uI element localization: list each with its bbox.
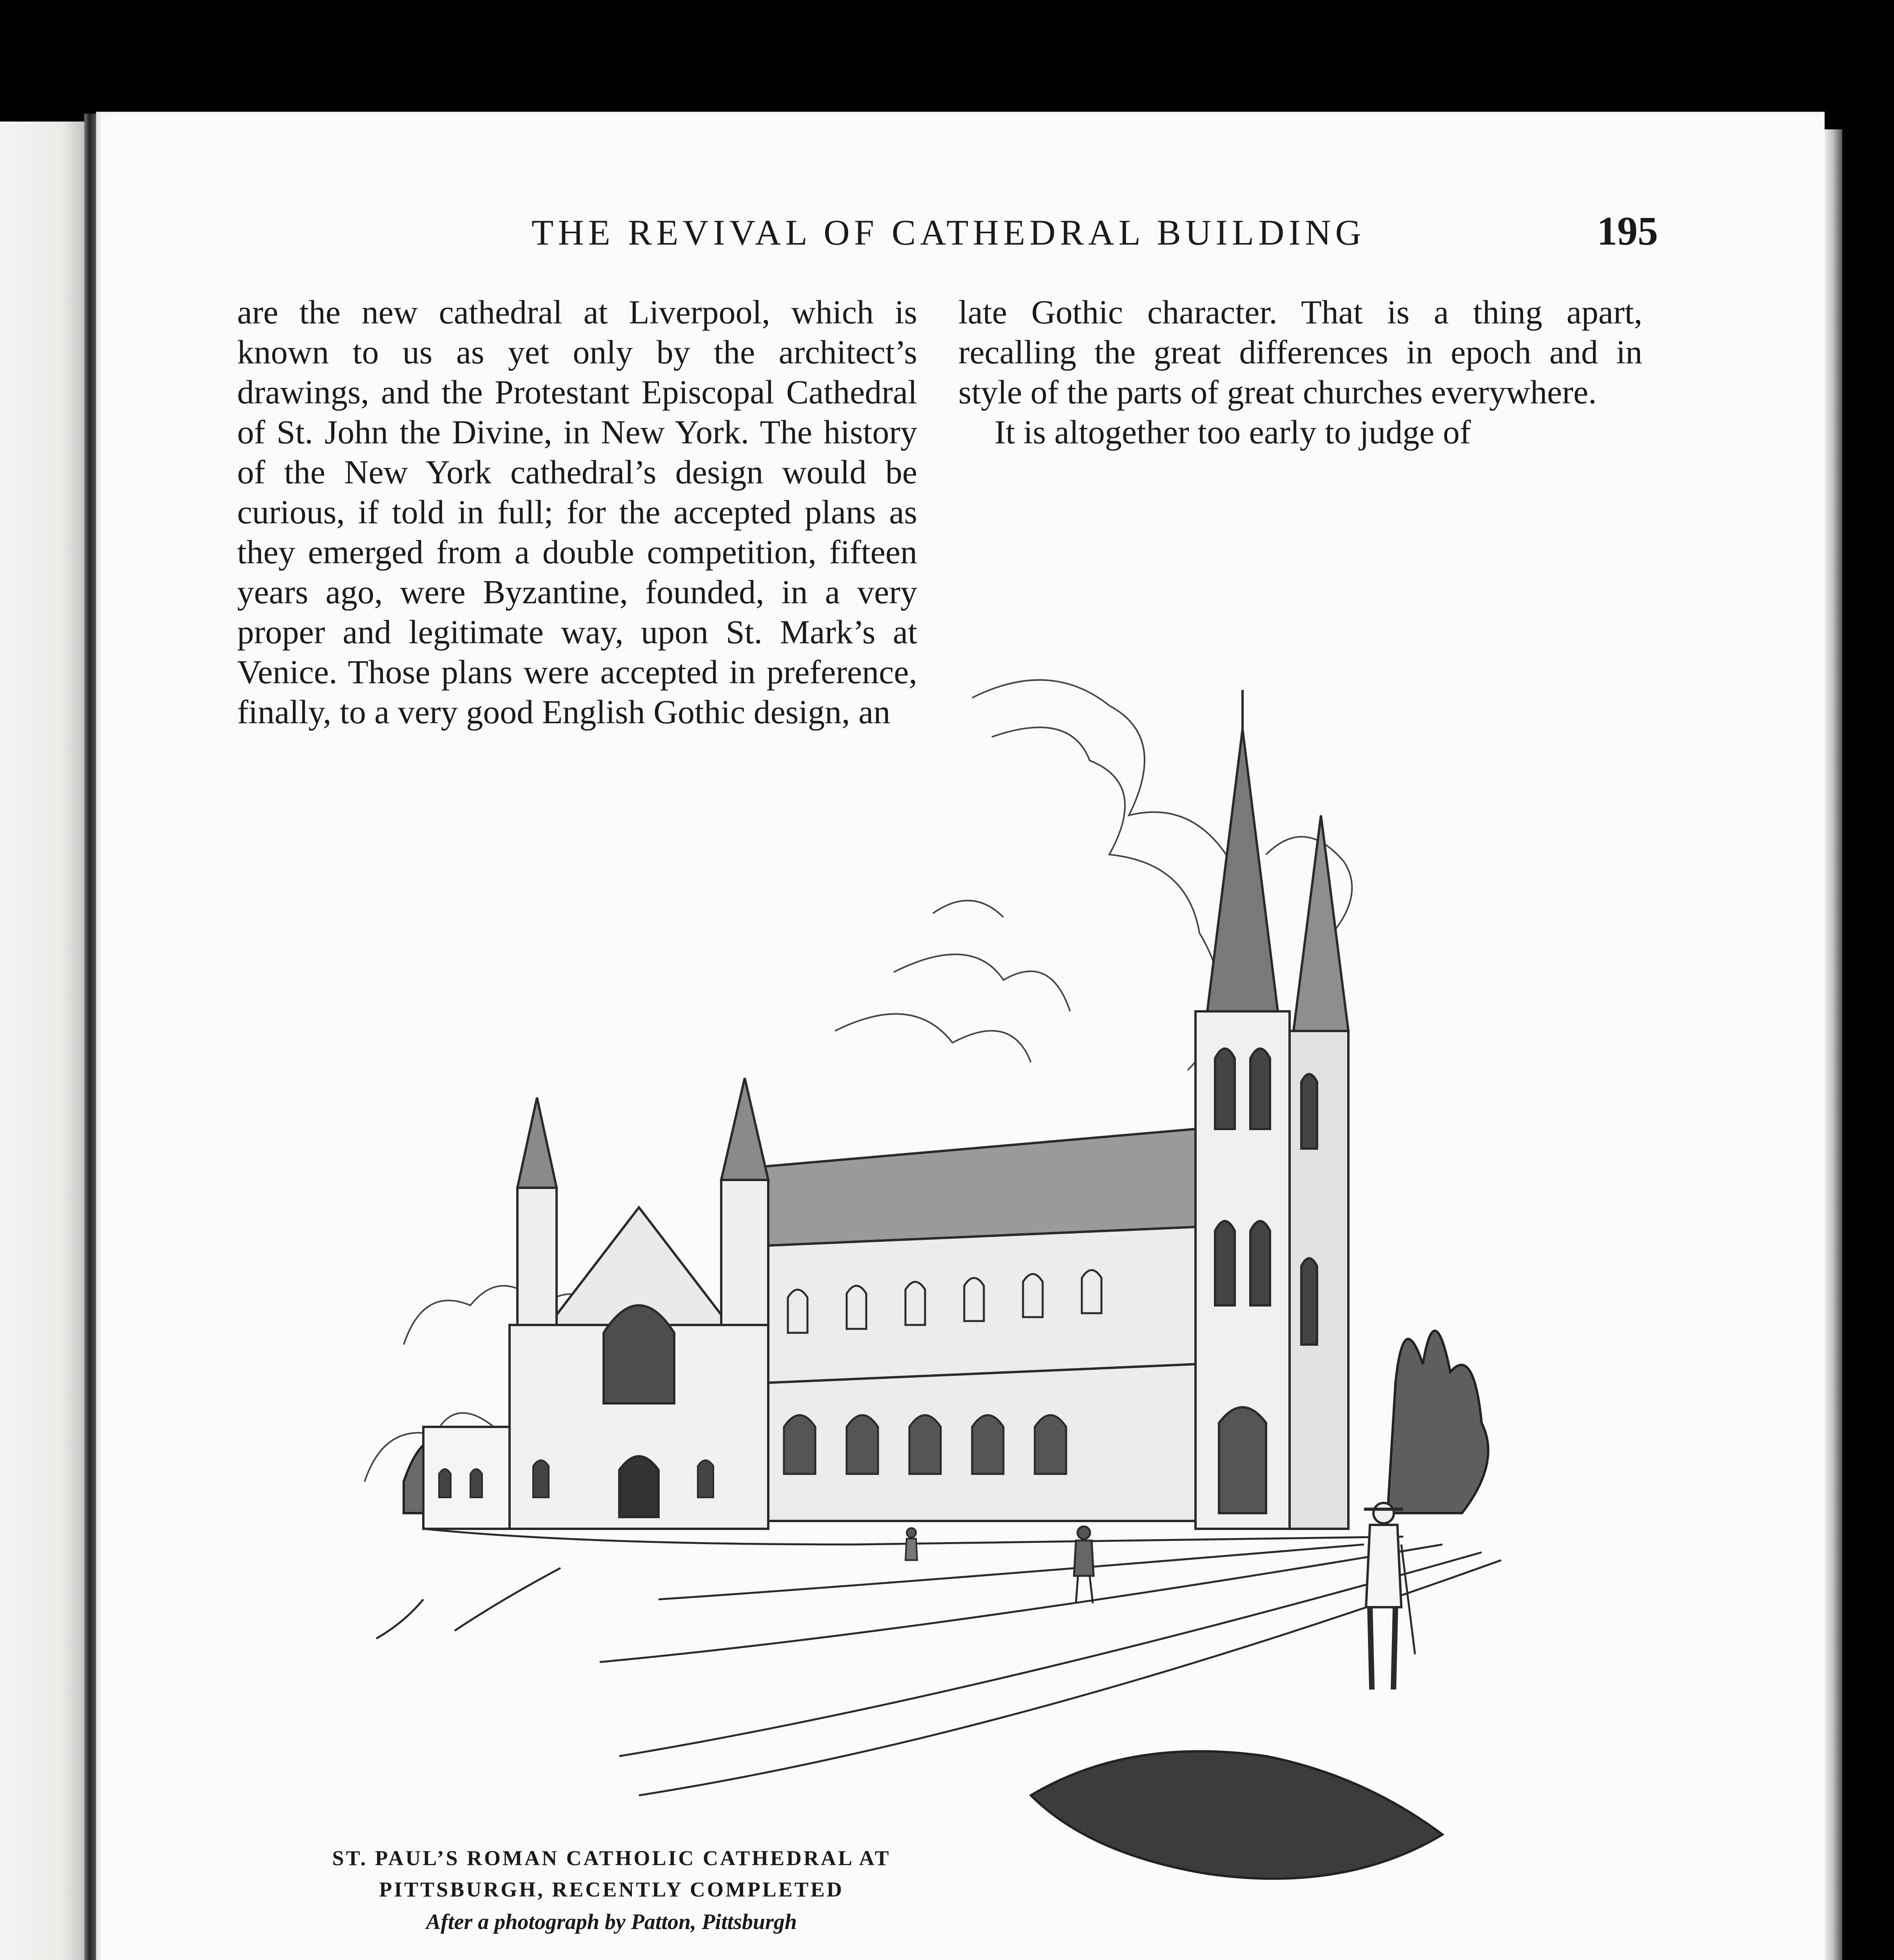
paragraph: late Gothic character. That is a thing apart, recalling the great differences in epoch and in style of the parts of great churches everywhere.: [958, 293, 1642, 411]
side-chapel: [423, 1427, 510, 1529]
road: [376, 1529, 1501, 1795]
figure-man: [1364, 1503, 1415, 1690]
west-turret-left: [517, 1188, 557, 1325]
figure-pedestrian: [1074, 1526, 1094, 1603]
caption-line-2: PITTSBURGH, RECENTLY COMPLETED: [379, 1878, 844, 1901]
west-turret-right: [721, 1180, 768, 1325]
main-spire: [1207, 729, 1278, 1011]
page-number: 195: [1597, 209, 1658, 254]
facing-page-edge: [0, 122, 88, 1960]
running-title: THE REVIVAL OF CATHEDRAL BUILDING: [532, 212, 1366, 252]
main-portal: [619, 1456, 659, 1517]
caption-line-1: ST. PAUL’S ROMAN CATHOLIC CATHEDRAL AT: [332, 1846, 891, 1870]
west-turret-right-spire: [721, 1078, 768, 1180]
paragraph: are the new cathedral at Liverpool, which is known to us as yet only by the architect’s drawings, and the Protestant Episcopal Cathedral of St. John the Divine, in New York. The history of the New York cathedral’s design would be curious, if told in full; for the accepted plans as they emerged from a double competition, fifteen years ago, were Byzantine, founded, in a very proper and legitimate way, upon St. Mark’s at Venice. Those plans were accepted in preference, finally, to a very good English Gothic design, an: [237, 293, 917, 731]
page-right-edge: [1825, 129, 1842, 1960]
trees-right: [1388, 1331, 1488, 1513]
photo-credit: After a photograph by Patton, Pittsburgh: [426, 1910, 797, 1934]
second-tower: [1290, 1031, 1348, 1529]
west-turret-left-spire: [517, 1098, 557, 1188]
foreground-shadow: [1031, 1751, 1442, 1879]
paragraph: It is altogether too early to judge of: [994, 413, 1471, 451]
cathedral-illustration: [306, 541, 1599, 1952]
illustration-caption: [220, 1842, 1003, 1939]
book-gutter: [84, 114, 96, 1960]
text-column-top-right: [958, 292, 1642, 452]
figure-distant: [905, 1528, 917, 1560]
rose-window: [604, 1305, 674, 1403]
